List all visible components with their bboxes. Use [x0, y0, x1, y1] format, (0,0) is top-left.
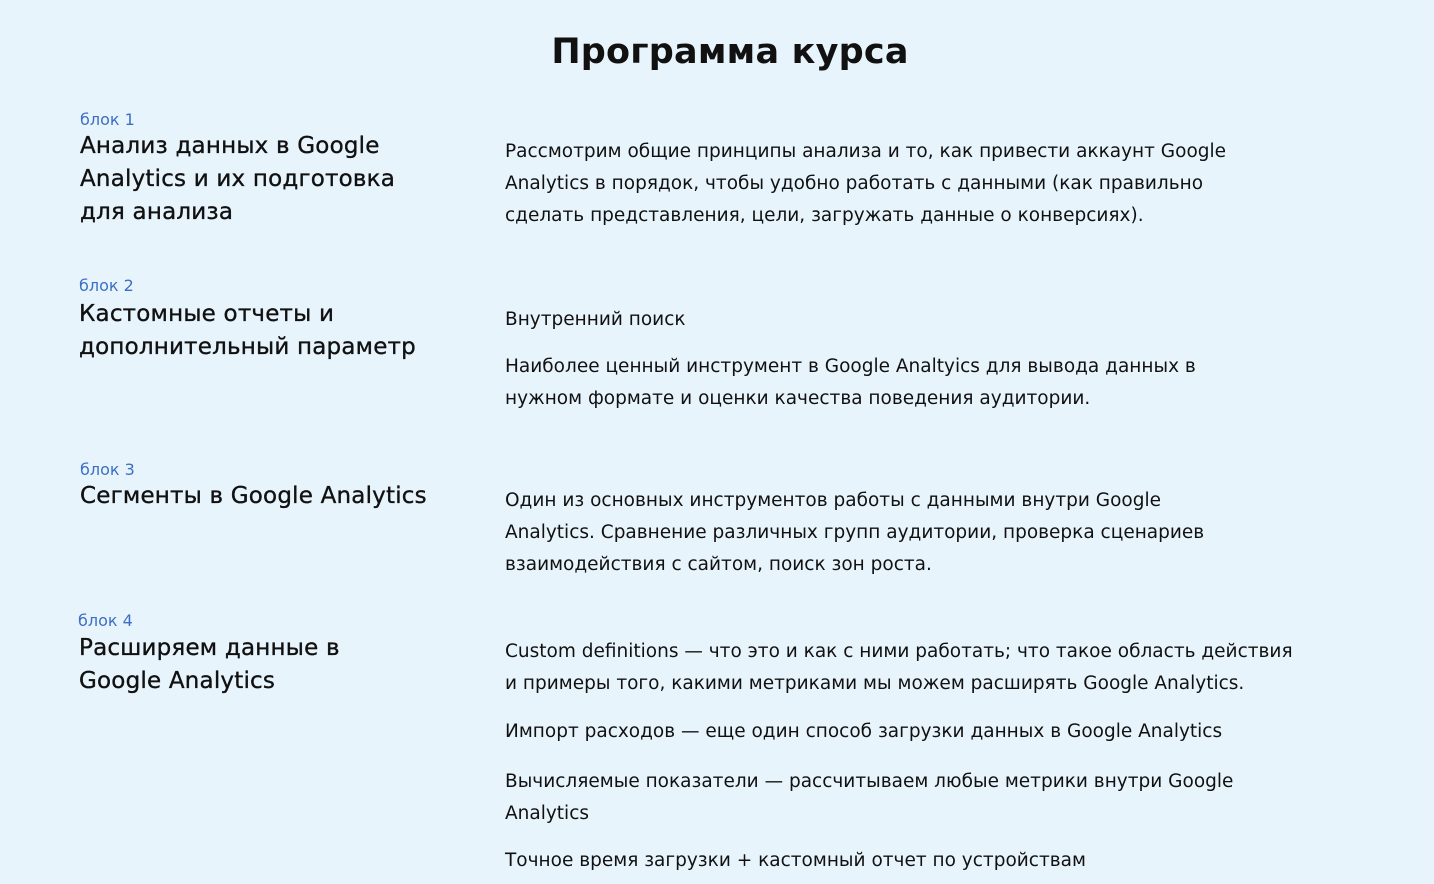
block-2-title-line-2: дополнительный параметр [79, 334, 416, 360]
page-title: Программа курса [551, 32, 909, 72]
block-4-description-4: Точное время загрузки + кастомный отчет по устройствам [505, 850, 1086, 871]
block-1-title-line-1: Анализ данных в Google [80, 133, 380, 159]
block-4-title [79, 632, 340, 698]
block-2-title [79, 298, 416, 364]
block-3-title-line-1: Сегменты в Google Analytics [80, 483, 427, 509]
block-4-title-line-2: Google Analytics [79, 668, 276, 694]
block-2-description-2: Наиболее ценный инструмент в Google Analtyics для вывода данных в нужном формате и оценки качества поведения аудитории. [505, 356, 1196, 409]
block-1-label: блок 1 [80, 110, 135, 129]
block-3-title [80, 480, 427, 513]
block-1-title [80, 130, 395, 229]
block-3-description-1: Один из основных инструментов работы с данными внутри Google Analytics. Сравнение различных групп аудитории, проверка сценариев взаимодействия с сайтом, поиск зон роста. [505, 490, 1205, 575]
block-4-title-line-1: Расширяем данные в [79, 635, 340, 661]
block-4-description-2: Импорт расходов — еще один способ загрузки данных в Google Analytics [505, 721, 1223, 742]
block-4-description-3: Вычисляемые показатели — рассчитываем любые метрики внутри Google Analytics [505, 771, 1234, 824]
block-2-label: блок 2 [79, 276, 134, 295]
block-1-title-line-2: Analytics и их подготовка [80, 166, 396, 192]
block-4-description-1: Custom definitions — что это и как с ними работать; что такое область действия и примеры того, какими метриками мы можем расширять Google Analytics. [505, 641, 1293, 694]
block-2-description-1: Внутренний поиск [505, 309, 686, 330]
block-2-title-line-1: Кастомные отчеты и [79, 301, 335, 327]
block-1-title-line-3: для анализа [80, 199, 234, 225]
block-3-label: блок 3 [80, 460, 135, 479]
block-4-label: блок 4 [78, 611, 133, 630]
block-1-description-1: Рассмотрим общие принципы анализа и то, как привести аккаунт Google Analytics в порядок, чтобы удобно работать с данными (как правильно сделать представления, цели, загружать данные о конверсиях). [505, 141, 1227, 226]
